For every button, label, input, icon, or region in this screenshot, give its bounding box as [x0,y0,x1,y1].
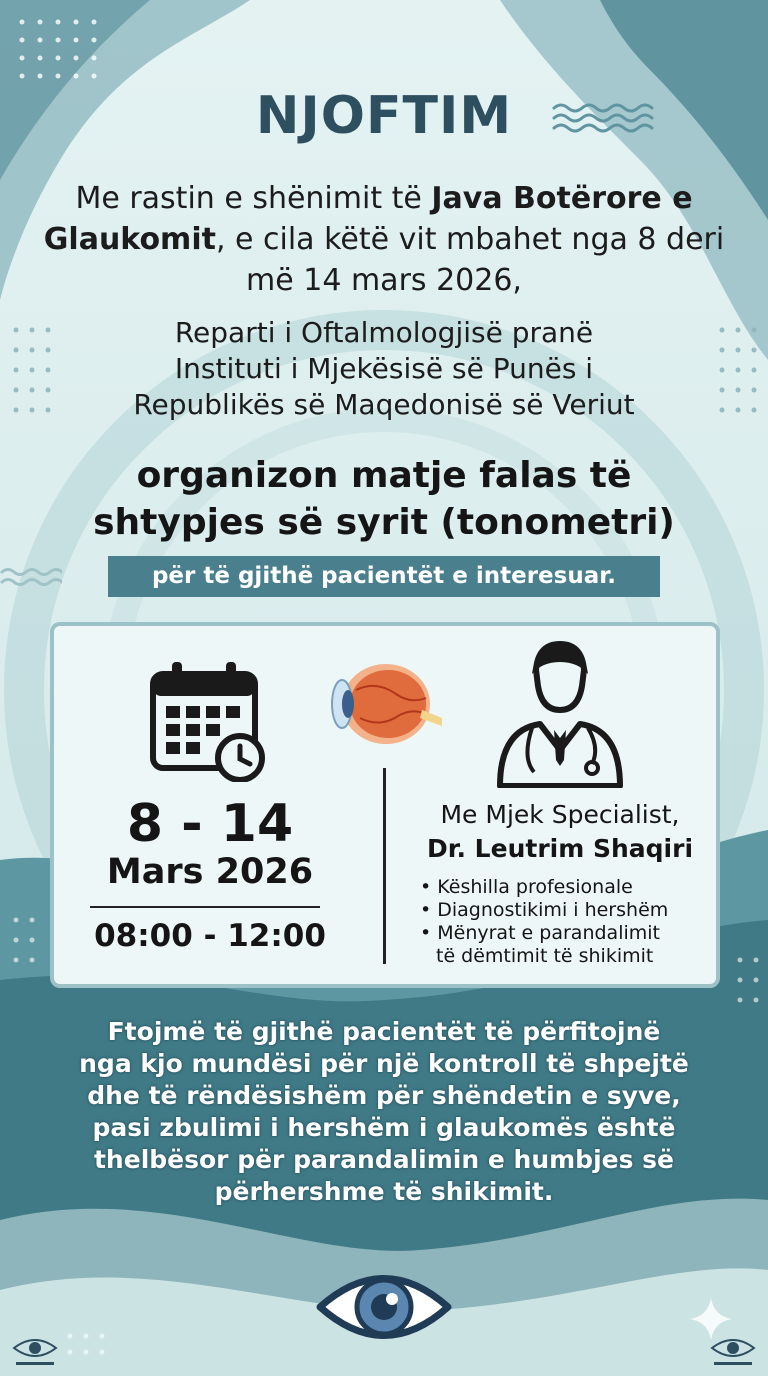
page-title: NJOFTIM [255,86,513,146]
headline [20,452,748,546]
organizer-text [40,315,728,423]
intro-text [30,178,738,301]
intro-part-2: , e cila këtë vit mbahet nga 8 deri më 14 mars 2026, [215,222,725,298]
event-time: 08:00 - 12:00 [94,918,326,954]
invitation-line-2: nga kjo mundësi për një kontroll të shpejtë [79,1049,689,1078]
invitation-line-1: Ftojmë të gjithë pacientët të përfitojnë [107,1017,661,1046]
event-month: Mars 2026 [106,852,314,892]
invitation-line-5: thelbësor për parandalimin e humbjes së [93,1145,675,1174]
logo-left [8,1330,62,1370]
logo-right [706,1330,760,1370]
eye-icon [316,1262,452,1352]
services-list [420,876,720,968]
headline-line-2: shtypjes së syrit (tonometri) [93,502,675,543]
calendar-clock-icon [150,660,270,782]
organizer-line-3: Republikës së Maqedonisë së Veriut [133,388,635,421]
list-item: • Këshilla profesionale [420,876,633,898]
invitation-line-6: përhershme të shikimit. [214,1177,554,1206]
card-divider-vertical [383,768,386,964]
specialist-label: Me Mjek Specialist, [440,800,680,829]
intro-part-1: Me rastin e shënimit të [75,181,432,216]
invitation-line-3: dhe të rëndësishëm për shëndetin e syve, [87,1081,681,1110]
list-item: • Mënyrat e parandalimit [420,922,660,944]
organizer-line-1: Reparti i Oftalmologjisë pranë [174,316,594,349]
doctor-stethoscope-icon [494,640,624,788]
invitation-line-4: pasi zbulimi i hershëm i glaukomës është [92,1113,676,1142]
event-dates: 8 - 14 [126,794,294,854]
list-item: të dëmtimit të shikimit [436,945,654,967]
specialist-name: Dr. Leutrim Shaqiri [426,834,694,863]
list-item: • Diagnostikimi i hershëm [420,899,669,921]
wave-icon [0,566,62,590]
invitation-text [40,1016,728,1208]
audience-banner: për të gjithë pacientët e interesuar. [108,556,660,597]
card-divider-horizontal [90,906,320,908]
eyeball-anatomy-icon [326,660,444,746]
organizer-line-2: Instituti i Mjekësisë së Punës i [174,352,594,385]
intro-highlight: Java Botërore e Glaukomit [43,181,693,257]
headline-line-1: organizon matje falas të [136,455,632,496]
